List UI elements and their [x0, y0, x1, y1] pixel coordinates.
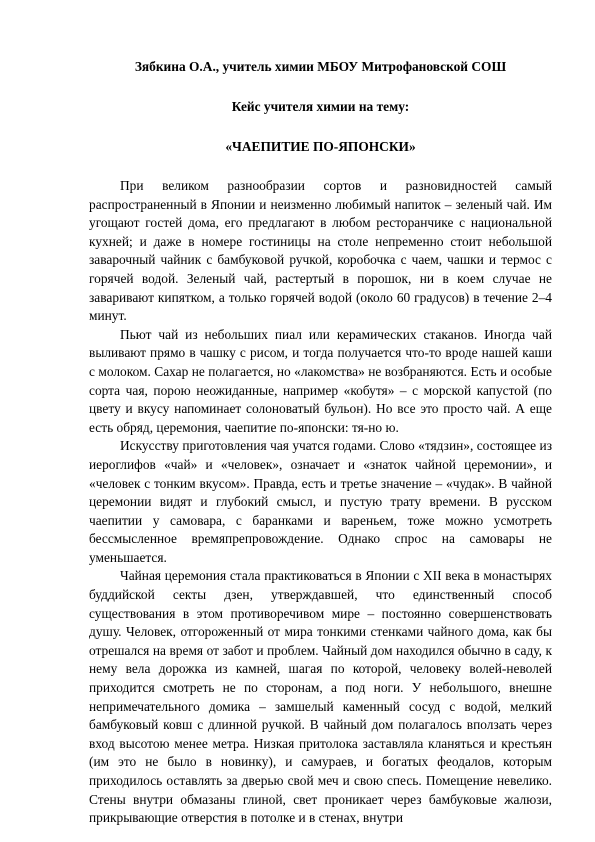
paragraph: Пьют чай из небольших пиал или керамических стаканов. Иногда чай выливают прямо в чашку с рисом, и тогда получается что-то вроде нашей каши с молоком. Сахар не полагается, но «лакомства» не возбраняются. Есть и особые сорта чая, порою неожиданные, например «кобутя» – с морской капустой (по цвету и вкусу напоминает солоноватый бульон). Но все это просто чай. А еще есть обряд, церемония, чаепитие по-японски: тя-но ю. [89, 326, 552, 435]
document-title: «ЧАЕПИТИЕ ПО-ЯПОНСКИ» [225, 139, 416, 154]
paragraph: При великом разнообразии сортов и разновидностей самый распространенный в Японии и неизменно любимый напиток – зеленый чай. Им угощают гостей дома, его предлагают в любом ресторанчике с национальной кухней; и даже в номере гостиницы на столе непременно стоит небольшой заварочный чайник с бамбуковой ручкой, коробочка с чаем, чашки и термос с горячей водой. Зеленый чай, растертый в порошок, ни в коем случае не заваривают кипятком, а только горячей водой (около 60 градусов) в течение 2–4 минут. [89, 178, 552, 324]
case-subtitle: Кейс учителя химии на тему: [231, 99, 410, 114]
paragraph: Искусству приготовления чая учатся годами. Слово «тядзин», состоящее из иероглифов «чай» и «человек», означает и «знаток чайной церемонии», и «человек с тонким вкусом». Правда, есть и третье значение – «чудак». В чайной церемонии видят и глубокий смысл, и пустую трату времени. В русском чаепитии у самовара, с баранками и вареньем, тоже можно усмотреть бессмысленное времяпрепровождение. Однако спрос на самовары не уменьшается. [89, 438, 552, 565]
body-text [89, 177, 552, 828]
paragraph: Чайная церемония стала практиковаться в Японии с XII века в монастырях буддийской секты дзен, утверждавшей, что единственный способ существования в этом противоречивом мире – постоянно совершенствовать душу. Человек, отгороженный от мира тонкими стенками чайного дома, как бы отрешался на время от забот и проблем. Чайный дом находился обычно в саду, к нему вела дорожка из камней, шагая по которой, человеку волей-неволей приходится смотреть не по сторонам, а под ноги. У небольшого, внешне непримечательного домика – замшелый каменный сосуд с водой, мелкий бамбуковый ковш с длинной ручкой. В чайный дом полагалось вползать через вход высотою менее метра. Низкая притолока заставляла кланяться и крестьян (им это не было в новинку), и самураев, и богатых феодалов, которым приходилось оставлять за дверью свой меч и свою спесь. Помещение невелико. Стены внутри обмазаны глиной, свет проникает через бамбуковые жалюзи, прикрывающие отверстия в потолке и в стенах, внутри [89, 568, 552, 826]
document-content [89, 57, 552, 828]
author-line: Зябкина О.А., учитель химии МБОУ Митрофановской СОШ [134, 59, 507, 74]
